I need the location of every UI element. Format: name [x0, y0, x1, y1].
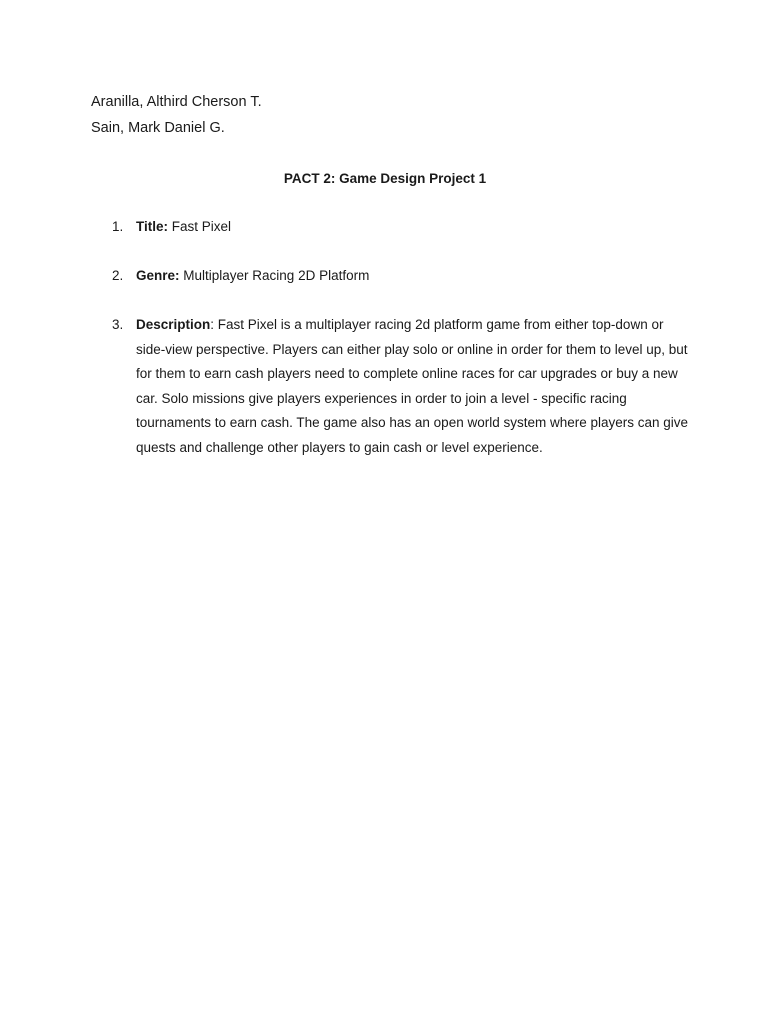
author-name: Sain, Mark Daniel G.	[91, 120, 225, 136]
list-item-text: Fast Pixel	[168, 219, 232, 234]
list-item-title	[112, 215, 692, 240]
list-number: 1.	[112, 219, 124, 234]
list-item-label: Genre:	[136, 268, 180, 283]
list-item-text: : Fast Pixel is a multiplayer racing 2d platform game from either top-down or side-view perspective. Players can either play solo or online in order for them to level up, but for them to earn cash players need to complete online races for car upgrades or buy a new car. Solo missions give players experiences in order to join a level - specific racing tournaments to earn cash. The game also has an open world system where players can give quests and challenge other players to gain cash or level experience.	[136, 317, 689, 455]
document-title: PACT 2: Game Design Project 1	[283, 171, 487, 186]
list-number: 2.	[112, 268, 124, 283]
list-item-label: Title:	[136, 219, 169, 234]
list-number: 3.	[112, 317, 124, 332]
list-item-label: Description	[136, 317, 211, 332]
author-name: Aranilla, Althird Cherson T.	[91, 94, 262, 110]
list-item-description	[112, 313, 692, 461]
list-item-genre	[112, 264, 692, 289]
list-item-body	[136, 313, 692, 461]
list-item-text: Multiplayer Racing 2D Platform	[179, 268, 370, 283]
list-item-body	[136, 215, 692, 240]
list-item-body	[136, 264, 692, 289]
